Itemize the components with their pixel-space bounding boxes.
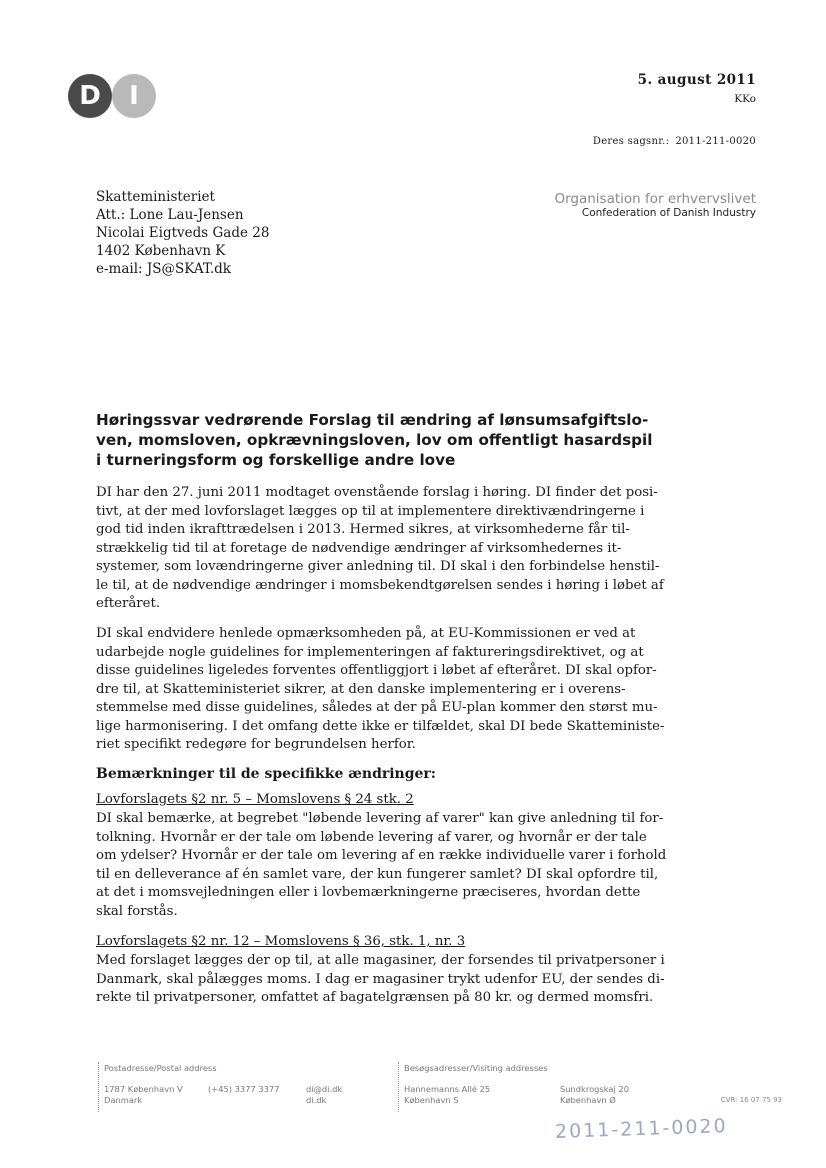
- section1-body: [96, 810, 736, 921]
- letter-footer: [98, 1060, 788, 1112]
- recipient-street: Nicolai Eigtveds Gade 28: [96, 225, 270, 241]
- footer-visit2-line2: København Ø: [560, 1095, 616, 1105]
- text-line: lige harmonisering. I det omfang dette ikke er tilfældet, skal DI bede Skatteministe-: [96, 718, 665, 734]
- footer-postal-line2: Danmark: [104, 1095, 143, 1105]
- text-line: disse guidelines ligeledes forventes offentliggjort i løbet af efteråret. DI skal opfor-: [96, 663, 657, 678]
- text-line: til en delleverance af én samlet vare, der kun fungerer samlet? DI skal opfordre til,: [96, 866, 659, 882]
- org-name-danish: Organisation for erhvervslivet: [554, 191, 756, 207]
- sender-initials: KKo: [734, 93, 756, 105]
- di-logo: [68, 74, 156, 118]
- section1-title: Lovforslagets §2 nr. 5 – Momslovens § 24 stk. 2: [96, 792, 414, 807]
- letter-date: 5. august 2011: [637, 72, 756, 88]
- case-number: 2011-211-0020: [675, 136, 756, 147]
- footer-website: di.dk: [306, 1095, 327, 1105]
- text-line: strækkelig tid til at foretage de nødvendige ændringer af virksomhedernes it-: [96, 540, 622, 556]
- footer-postal-line1: 1787 København V: [104, 1084, 183, 1094]
- case-label: Deres sagsnr.:: [592, 136, 670, 147]
- footer-divider: [398, 1062, 399, 1112]
- subject-line: Høringssvar vedrørende Forslag til ændring af lønsumsafgiftslo-: [96, 411, 649, 429]
- logo-letter-d: D: [68, 74, 112, 118]
- recipient-email: e-mail: JS@SKAT.dk: [96, 261, 231, 277]
- text-line: efteråret.: [96, 596, 161, 611]
- text-line: stemmelse med disse guidelines, således at der på EU-plan kommer den størst mu-: [96, 700, 658, 715]
- text-line: god tid inden ikrafttrædelsen i 2013. Hermed sikres, at virksomhederne får til-: [96, 522, 630, 537]
- text-line: udarbejde nogle guidelines for implementeringen af faktureringsdirektivet, og at: [96, 644, 644, 660]
- text-line: systemer, som lovændringerne giver anledning til. DI skal i den forbindelse henstil-: [96, 559, 660, 574]
- footer-visit2-line1: Sundkrogskaj 20: [560, 1084, 629, 1094]
- section2-body: [96, 952, 736, 1008]
- section2-title: Lovforslagets §2 nr. 12 – Momslovens § 36, stk. 1, nr. 3: [96, 934, 466, 949]
- logo-letter-i: I: [112, 74, 156, 118]
- paragraph-intro: [96, 484, 736, 614]
- text-line: DI har den 27. juni 2011 modtaget ovenstående forslag i høring. DI finder det posi-: [96, 485, 658, 500]
- subject-line: i turneringsform og forskellige andre love: [96, 451, 456, 469]
- text-line: at det i momsvejledningen eller i lovbemærkningerne præciseres, hvordan dette: [96, 885, 641, 900]
- text-line: tolkning. Hvornår er der tale om løbende levering af varer, og hvornår er der tale: [96, 829, 647, 845]
- paragraph-guidelines: [96, 625, 736, 755]
- org-name-english: Confederation of Danish Industry: [581, 207, 756, 219]
- letter-subject: [96, 410, 736, 470]
- text-line: Danmark, skal pålægges moms. I dag er magasiner trykt udenfor EU, der sendes di-: [96, 971, 665, 987]
- text-line: DI skal bemærke, at begrebet "løbende levering af varer" kan give anledning til for-: [96, 811, 664, 826]
- footer-postal-header: Postadresse/Postal address: [104, 1063, 217, 1073]
- footer-phone: (+45) 3377 3377: [208, 1084, 280, 1094]
- recipient-name: Skatteministeriet: [96, 189, 215, 205]
- section-heading: Bemærkninger til de specifikke ændringer:: [96, 766, 436, 782]
- recipient-attention: Att.: Lone Lau-Jensen: [96, 207, 244, 223]
- footer-visiting-header: Besøgsadresser/Visiting addresses: [404, 1063, 548, 1073]
- footer-email: di@di.dk: [306, 1084, 343, 1094]
- text-line: Med forslaget lægges der op til, at alle magasiner, der forsendes til privatpersoner i: [96, 953, 665, 968]
- handwritten-case-number: 2011-211-0020: [554, 1114, 729, 1144]
- text-line: DI skal endvidere henlede opmærksomheden på, at EU-Kommissionen er ved at: [96, 626, 636, 641]
- recipient-city: 1402 København K: [96, 243, 226, 259]
- recipient-address: [96, 188, 269, 278]
- subject-line: ven, momsloven, opkrævningsloven, lov om offentligt hasardspil: [96, 431, 653, 449]
- footer-visit1-line2: København S: [404, 1095, 459, 1105]
- text-line: skal forstås.: [96, 903, 178, 919]
- footer-cvr: CVR: 16 07 75 93: [720, 1096, 782, 1104]
- footer-visit1-line1: Hannemanns Allé 25: [404, 1084, 491, 1094]
- case-reference: [587, 136, 756, 147]
- text-line: riet specifikt redegøre for begrundelsen herfor.: [96, 737, 416, 752]
- text-line: le til, at de nødvendige ændringer i momsbekendtgørelsen sendes i høring i løbet af: [96, 577, 664, 593]
- text-line: tivt, at der med lovforslaget lægges op til at implementere direktivændringerne i: [96, 503, 645, 519]
- footer-divider: [98, 1062, 99, 1112]
- text-line: om ydelser? Hvornår er der tale om levering af en række individuelle varer i forhold: [96, 848, 667, 863]
- text-line: rekte til privatpersoner, omfattet af bagatelgrænsen på 80 kr. og dermed momsfri.: [96, 990, 654, 1005]
- text-line: dre til, at Skatteministeriet sikrer, at den danske implementering er i overens-: [96, 681, 626, 697]
